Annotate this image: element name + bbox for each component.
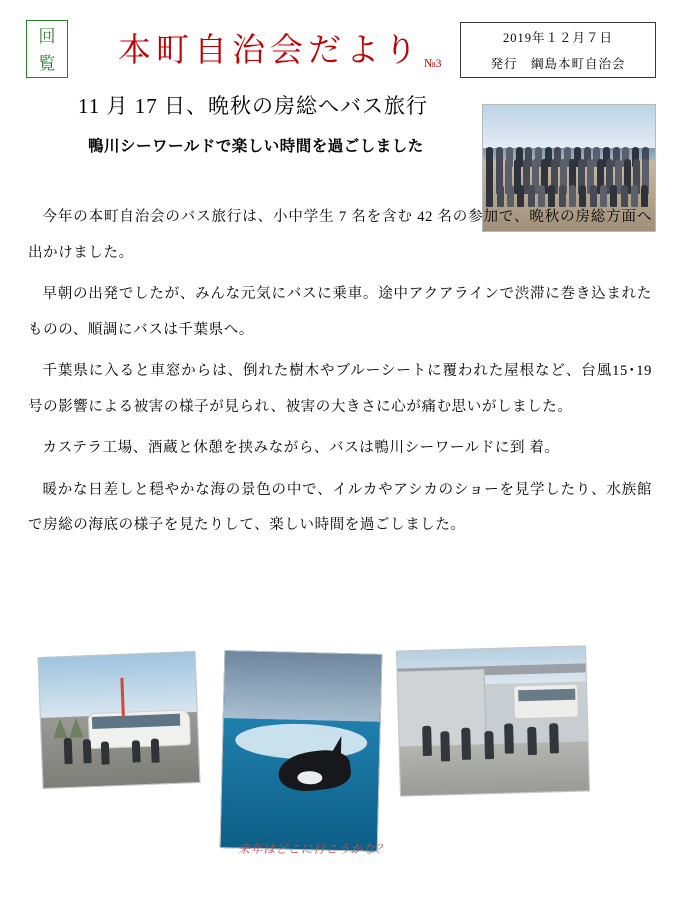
gallery-caption: 来年はどこに行こうかな？: [238, 842, 389, 856]
article-body: [28, 200, 652, 550]
subheadline: 鴨川シーワールドで楽しい時間を過ごしました: [88, 138, 424, 155]
person-shape: [527, 727, 537, 755]
person-shape: [101, 741, 110, 764]
photo-sky: [39, 652, 197, 718]
paragraph: 千葉県に入ると車窓からは、倒れた樹木やブルーシートに覆われた屋根など、台風15･19 号の影響による被害の様子が見られ、被害の大きさに心が痛む思いがしました。: [28, 363, 652, 415]
headline: 11 月 17 日、晩秋の房総へバス旅行: [78, 94, 428, 118]
person-shape: [484, 731, 494, 759]
bus-window-shape: [518, 688, 575, 701]
masthead: [118, 24, 441, 71]
photo-sky: [224, 651, 382, 721]
person-shape: [549, 723, 559, 753]
person-shape: [504, 723, 514, 753]
orca-fin-shape: [329, 736, 342, 758]
issue-date: 2019年１２月７日: [502, 31, 613, 45]
person-shape: [422, 726, 432, 756]
paragraph: 早朝の出発でしたが、みんな元気にバスに乗車。途中アクアラインで渋滞に巻き込まれたものの、順調にバスは千葉県へ。: [28, 286, 652, 338]
issue-number: №3: [424, 56, 442, 70]
person-shape: [461, 727, 471, 759]
circulation-char-2: 覧: [38, 54, 56, 73]
issue-info-box: [460, 22, 656, 78]
newsletter-header: [0, 0, 680, 86]
circulation-stamp: [26, 20, 68, 78]
bus-photo: [38, 651, 201, 789]
tree-shape: [53, 718, 68, 739]
paragraph: カステラ工場、酒蔵と休憩を挟みながら、バスは鴨川シーワールドに到 着。: [42, 440, 560, 457]
tree-shape: [69, 717, 84, 738]
person-shape: [151, 738, 160, 762]
photo-gallery: [0, 640, 680, 840]
person-shape: [63, 737, 72, 763]
person-shape: [441, 731, 451, 761]
circulation-char-1: 回: [38, 27, 56, 46]
person-shape: [82, 739, 91, 763]
orca-belly-shape: [297, 771, 322, 785]
station-photo: [396, 645, 590, 796]
orca-photo: [220, 650, 383, 852]
paragraph: 今年の本町自治会のバス旅行は、小中学生 7 名を含む 42 名の参加で、晩秋の房総方面へ出かけました。: [28, 209, 652, 261]
issue-publisher: 発行 綱島本町自治会: [490, 57, 626, 71]
paragraph: 暖かな日差しと穏やかな海の景色の中で、イルカやアシカのショーを見学したり、水族館で房総の海底の様子を見たりして、楽しい時間を過ごしました。: [28, 481, 652, 534]
newsletter-title: 本町自治会だより: [118, 33, 422, 69]
photo-sky: [483, 105, 655, 148]
person-shape: [132, 740, 141, 762]
